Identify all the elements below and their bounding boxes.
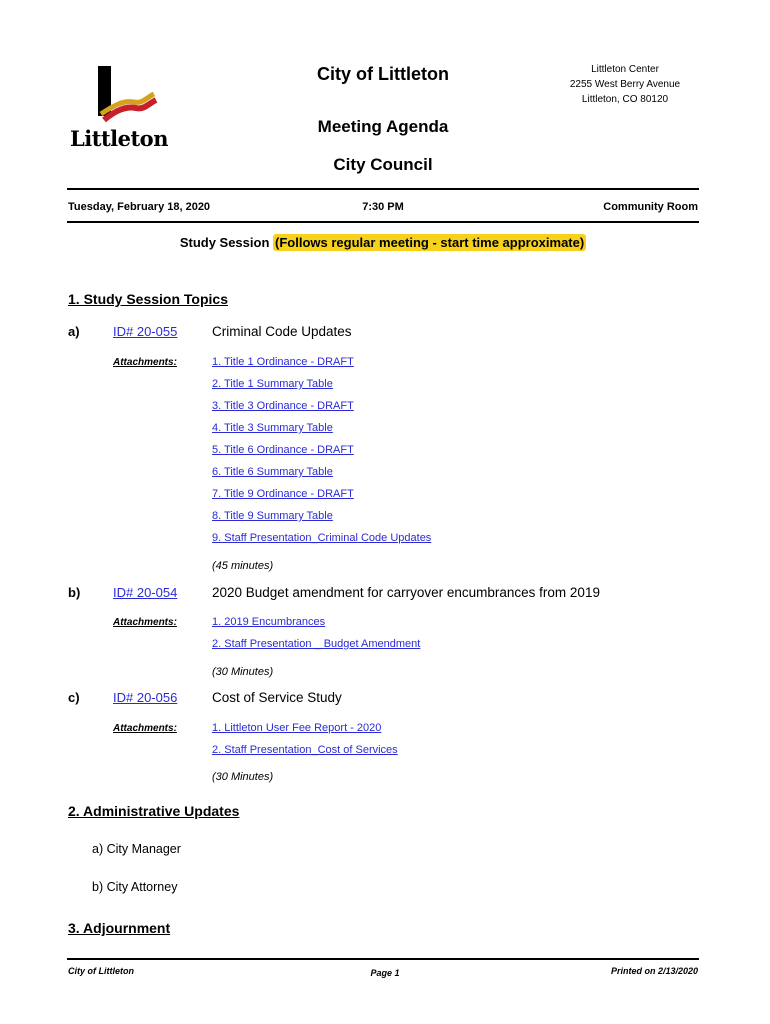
attachment-link[interactable]: 2. Staff Presentation _ Budget Amendment	[212, 638, 421, 650]
meeting-time: 7:30 PM	[362, 201, 404, 213]
attachments-label: Attachments:	[113, 357, 177, 368]
item-id-link[interactable]: ID# 20-054	[113, 585, 178, 600]
item-title: Criminal Code Updates	[212, 324, 352, 339]
item-id-link[interactable]: ID# 20-055	[113, 324, 178, 339]
admin-item-city-attorney: b) City Attorney	[92, 880, 178, 894]
attachments-label: Attachments:	[113, 617, 177, 628]
address-line: 2255 West Berry Avenue	[569, 79, 681, 90]
city-title: City of Littleton	[317, 64, 449, 84]
attachment-link[interactable]: 1. Title 1 Ordinance - DRAFT	[212, 356, 354, 368]
attachment-link[interactable]: 2. Staff Presentation_Cost of Services	[212, 744, 398, 756]
info-rule	[67, 221, 699, 223]
city-logo	[68, 64, 168, 156]
item-duration: (30 Minutes)	[212, 771, 274, 783]
footer-printed: Printed on 2/13/2020	[610, 966, 698, 976]
address-block	[555, 62, 695, 107]
item-duration: (45 minutes)	[212, 560, 274, 572]
attachment-link[interactable]: 6. Title 6 Summary Table	[212, 466, 333, 478]
session-label: Study Session	[179, 235, 270, 250]
council-name: City Council	[333, 155, 433, 174]
attachment-link[interactable]: 5. Title 6 Ordinance - DRAFT	[212, 444, 354, 456]
attachment-link[interactable]: 1. Littleton User Fee Report - 2020	[212, 722, 382, 734]
admin-item-city-manager: a) City Manager	[92, 842, 181, 856]
document-title: Meeting Agenda	[317, 117, 449, 136]
address-line: Littleton, CO 80120	[581, 94, 669, 105]
attachment-link[interactable]: 8. Title 9 Summary Table	[212, 510, 333, 522]
footer-page: Page 1	[370, 968, 400, 978]
attachments-label: Attachments:	[113, 723, 177, 734]
attachment-link[interactable]: 7. Title 9 Ordinance - DRAFT	[212, 488, 354, 500]
session-line	[68, 235, 698, 250]
section-administrative-updates: 2. Administrative Updates	[68, 803, 240, 819]
item-title: Cost of Service Study	[212, 690, 342, 705]
section-study-session-topics: 1. Study Session Topics	[68, 291, 229, 307]
session-note: (Follows regular meeting - start time approximate)	[275, 235, 585, 250]
top-rule	[67, 188, 699, 190]
meeting-room: Community Room	[603, 201, 698, 213]
logo-wordmark: Littleton	[70, 126, 168, 151]
item-letter: c)	[68, 690, 80, 705]
attachment-link[interactable]: 9. Staff Presentation_Criminal Code Updates	[212, 532, 432, 544]
littleton-logo-icon	[68, 64, 168, 134]
item-duration: (30 Minutes)	[212, 666, 274, 678]
section-adjournment: 3. Adjournment	[68, 920, 171, 936]
item-id-link[interactable]: ID# 20-056	[113, 690, 178, 705]
item-title: 2020 Budget amendment for carryover encumbrances from 2019	[212, 585, 600, 600]
address-line: Littleton Center	[591, 64, 659, 75]
meeting-date: Tuesday, February 18, 2020	[68, 201, 211, 213]
footer-rule	[67, 958, 699, 960]
attachment-link[interactable]: 3. Title 3 Ordinance - DRAFT	[212, 400, 354, 412]
attachment-link[interactable]: 1. 2019 Encumbrances	[212, 616, 326, 628]
item-letter: b)	[68, 585, 81, 600]
item-letter: a)	[68, 324, 80, 339]
attachment-link[interactable]: 2. Title 1 Summary Table	[212, 378, 333, 390]
footer-city: City of Littleton	[68, 966, 134, 976]
attachment-link[interactable]: 4. Title 3 Summary Table	[212, 422, 333, 434]
